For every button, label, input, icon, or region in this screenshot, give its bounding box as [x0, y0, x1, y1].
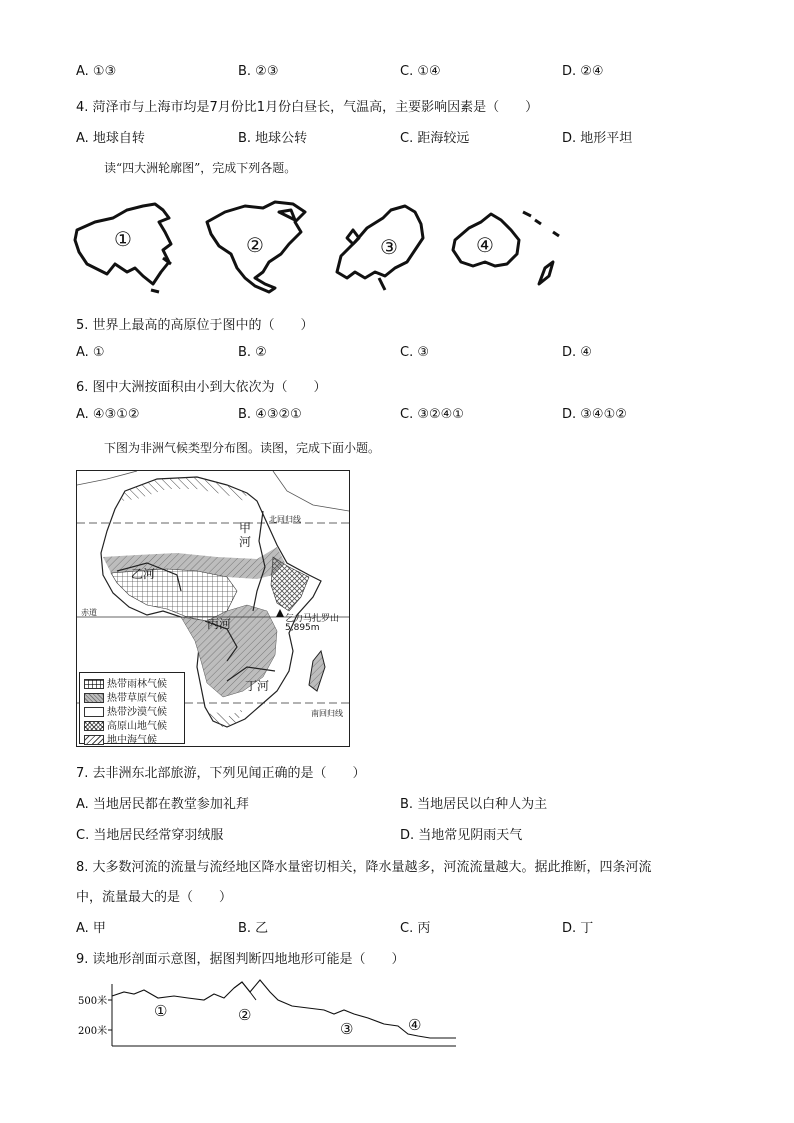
profile-marker-1: ①: [154, 1002, 168, 1020]
q5-option-b: B. ②: [238, 345, 267, 360]
label-jia: 甲: [239, 521, 252, 535]
q7-option-d: D. 当地常见阴雨天气: [400, 828, 523, 843]
profile-marker-2: ②: [238, 1006, 252, 1024]
profile-marker-3: ③: [340, 1020, 354, 1038]
continent-label-3: ③: [380, 235, 398, 259]
q4-stem: 4. 菏泽市与上海市均是7月份比1月份白昼长，气温高，主要影响因素是（ ）: [76, 100, 539, 115]
profile-label-500: 500米: [78, 996, 108, 1007]
q8-option-c: C. 丙: [400, 921, 431, 936]
climate-legend: [79, 672, 185, 744]
label-bing-river: 丙河: [207, 617, 232, 631]
continent-outline-figure: [55, 192, 575, 302]
legend-mediterranean: 地中海气候: [84, 731, 157, 746]
legend-savanna: 热带草原气候: [84, 689, 167, 704]
q7-option-c: C. 当地居民经常穿羽绒服: [76, 828, 224, 843]
q3-option-b: B. ②③: [238, 64, 279, 79]
q6-option-d: D. ③④①②: [562, 407, 627, 422]
label-equator: 赤道: [81, 608, 97, 617]
q5-option-c: C. ③: [400, 345, 429, 360]
q3-option-a: A. ①③: [76, 64, 117, 79]
intro-africa: 下图为非洲气候类型分布图。读图，完成下面小题。: [104, 441, 381, 455]
label-yi-river: 乙河: [131, 567, 156, 581]
continent-label-2: ②: [246, 233, 264, 257]
terrain-profile-figure: [78, 978, 462, 1052]
q4-option-a: A. 地球自转: [76, 131, 145, 146]
q5-option-d: D. ④: [562, 345, 592, 360]
label-tropic-south: 南回归线: [311, 709, 343, 718]
q4-option-c: C. 距海较远: [400, 131, 470, 146]
profile-marker-4: ④: [408, 1016, 422, 1034]
q8-option-b: B. 乙: [238, 921, 269, 936]
q5-stem: 5. 世界上最高的高原位于图中的（ ）: [76, 318, 314, 333]
q4-option-d: D. 地形平坦: [562, 131, 633, 146]
q7-stem: 7. 去非洲东北部旅游，下列见闻正确的是（ ）: [76, 766, 366, 781]
q8-option-d: D. 丁: [562, 921, 594, 936]
africa-climate-map: [76, 470, 350, 747]
q9-stem: 9. 读地形剖面示意图，据图判断四地地形可能是（ ）: [76, 952, 405, 967]
q6-option-b: B. ④③②①: [238, 407, 302, 422]
q6-option-a: A. ④③①②: [76, 407, 140, 422]
q6-option-c: C. ③②④①: [400, 407, 464, 422]
q3-option-c: C. ①④: [400, 64, 441, 79]
continent-label-1: ①: [114, 227, 132, 251]
label-jia-he: 河: [239, 535, 252, 549]
legend-rainforest: 热带雨林气候: [84, 675, 167, 690]
legend-highland: 高原山地气候: [84, 717, 167, 732]
q8-stem-line1: 8. 大多数河流的流量与流经地区降水量密切相关，降水量越多，河流流量越大。据此推断，四条河流: [76, 860, 652, 875]
q3-option-d: D. ②④: [562, 64, 604, 79]
continent-label-4: ④: [476, 233, 494, 257]
intro-continents: 读“四大洲轮廓图”，完成下列各题。: [104, 161, 297, 175]
label-kilimanjaro: 乞力马扎罗山: [285, 614, 340, 624]
q7-option-b: B. 当地居民以白种人为主: [400, 797, 548, 812]
label-ding-river: 丁河: [245, 679, 270, 693]
legend-desert: 热带沙漠气候: [84, 703, 167, 718]
profile-label-200: 200米: [78, 1026, 108, 1037]
label-tropic-north: 北回归线: [269, 515, 301, 524]
q7-option-a: A. 当地居民都在教堂参加礼拜: [76, 797, 249, 812]
q5-option-a: A. ①: [76, 345, 105, 360]
label-peak-height: 5,895m: [285, 623, 320, 633]
q8-stem-line2: 中，流量最大的是（ ）: [76, 890, 233, 905]
q8-option-a: A. 甲: [76, 921, 106, 936]
q4-option-b: B. 地球公转: [238, 131, 308, 146]
q6-stem: 6. 图中大洲按面积由小到大依次为（ ）: [76, 380, 327, 395]
